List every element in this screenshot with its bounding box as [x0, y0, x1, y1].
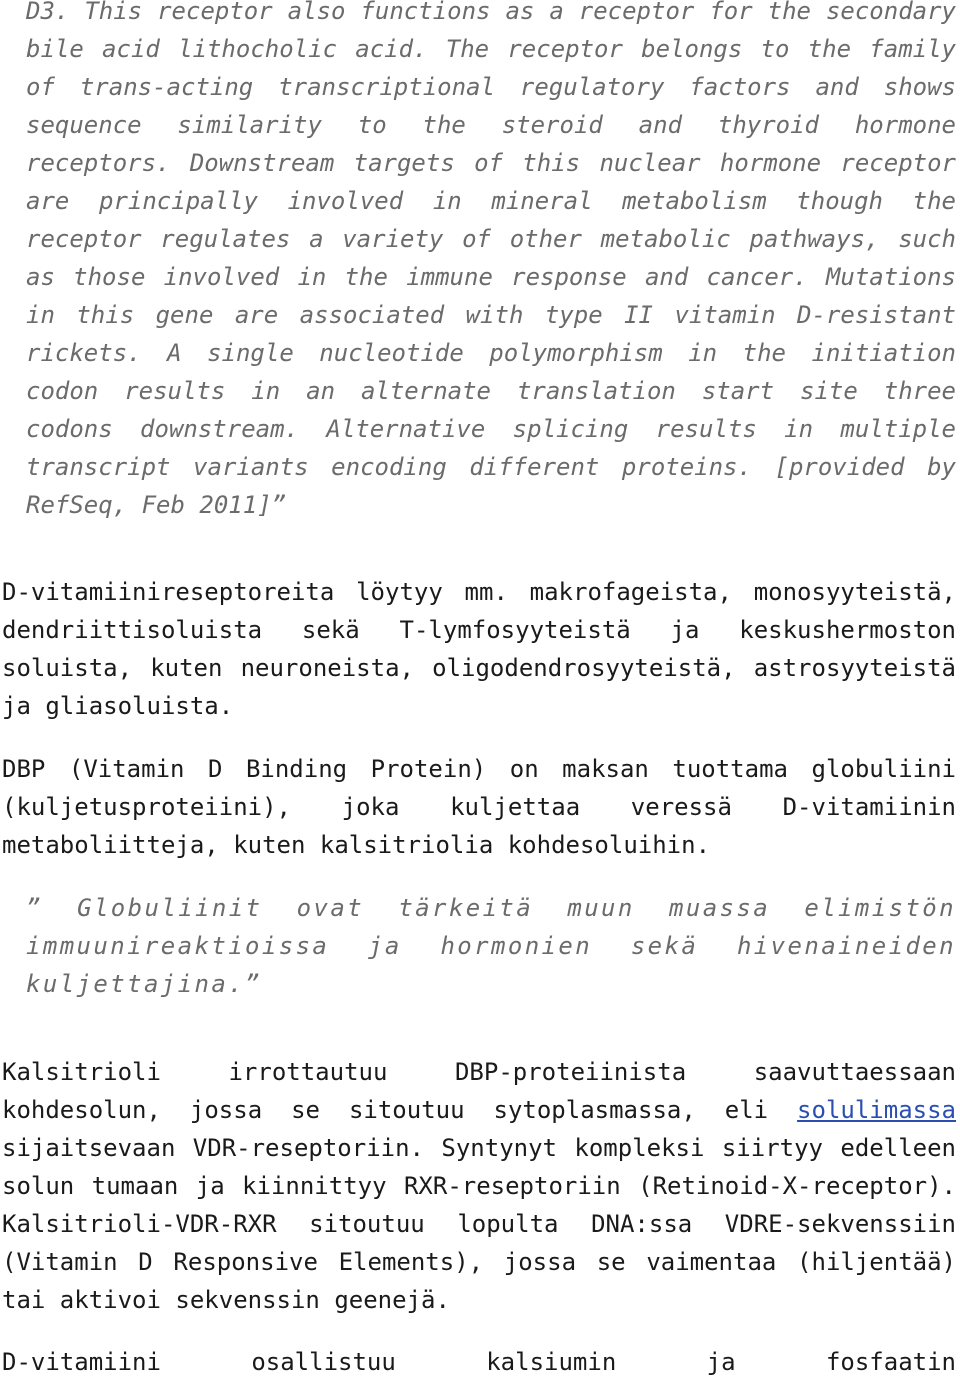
paragraph-text-after-link: sijaitsevaan VDR-reseptoriin. Syntynyt kompleksi siirtyy edelleen solun tumaan ja kiinnittyy RXR-reseptoriin (Retinoid-X-receptor). Kalsitrioli-VDR-RXR sitoutuu lopulta DNA:ssa VDRE-sekvenssiin (Vitamin D Responsive Elements), jossa se vaimentaa (hiljentää) tai aktivoi sekvenssin geenejä.: [2, 1134, 956, 1314]
paragraph-vitamin-d-calcium-phosphate: D-vitamiini osallistuu kalsiumin ja fosfaatin: [2, 1348, 956, 1376]
solulimassa-link[interactable]: solulimassa: [797, 1096, 956, 1124]
paragraph-vdr-cell-types: D-vitamiinireseptoreita löytyy mm. makrofageista, monosyyteistä, dendriittisoluista sekä T-lymfosyyteistä ja keskushermoston soluista, kuten neuroneista, oligodendrosyyteistä, astrosyyteistä ja gliasoluista.: [2, 578, 956, 720]
blockquote-globulins: ” Globuliinit ovat tärkeitä muun muassa elimistön immuunireaktioissa ja hormonien sekä hivenaineiden kuljettajina.”: [26, 894, 956, 998]
paragraph-text-before-link: Kalsitrioli irrottautuu DBP-proteiinista saavuttaessaan kohdesolun, jossa se sitoutuu sytoplasmassa, eli: [2, 1058, 956, 1124]
blockquote-vdr-gene-summary: D3. This receptor also functions as a receptor for the secondary bile acid lithocholic acid. The receptor belongs to the family of trans-acting transcriptional regulatory factors and shows sequence similarity to the steroid and thyroid hormone receptors. Downstream targets of this nuclear hormone receptor are principally involved in mineral metabolism though the receptor regulates a variety of other metabolic pathways, such as those involved in the immune response and cancer. Mutations in this gene are associated with type II vitamin D-resistant rickets. A single nucleotide polymorphism in the initiation codon results in an alternate translation start site three codons downstream. Alternative splicing results in multiple transcript variants encoding different proteins. [provided by RefSeq, Feb 2011]”: [26, 0, 956, 519]
paragraph-dbp-description: DBP (Vitamin D Binding Protein) on maksan tuottama globuliini (kuljetusproteiini), joka kuljettaa veressä D-vitamiinin metaboliitteja, kuten kalsitriolia kohdesoluihin.: [2, 755, 956, 859]
paragraph-calcitriol-mechanism: [2, 1053, 956, 1319]
